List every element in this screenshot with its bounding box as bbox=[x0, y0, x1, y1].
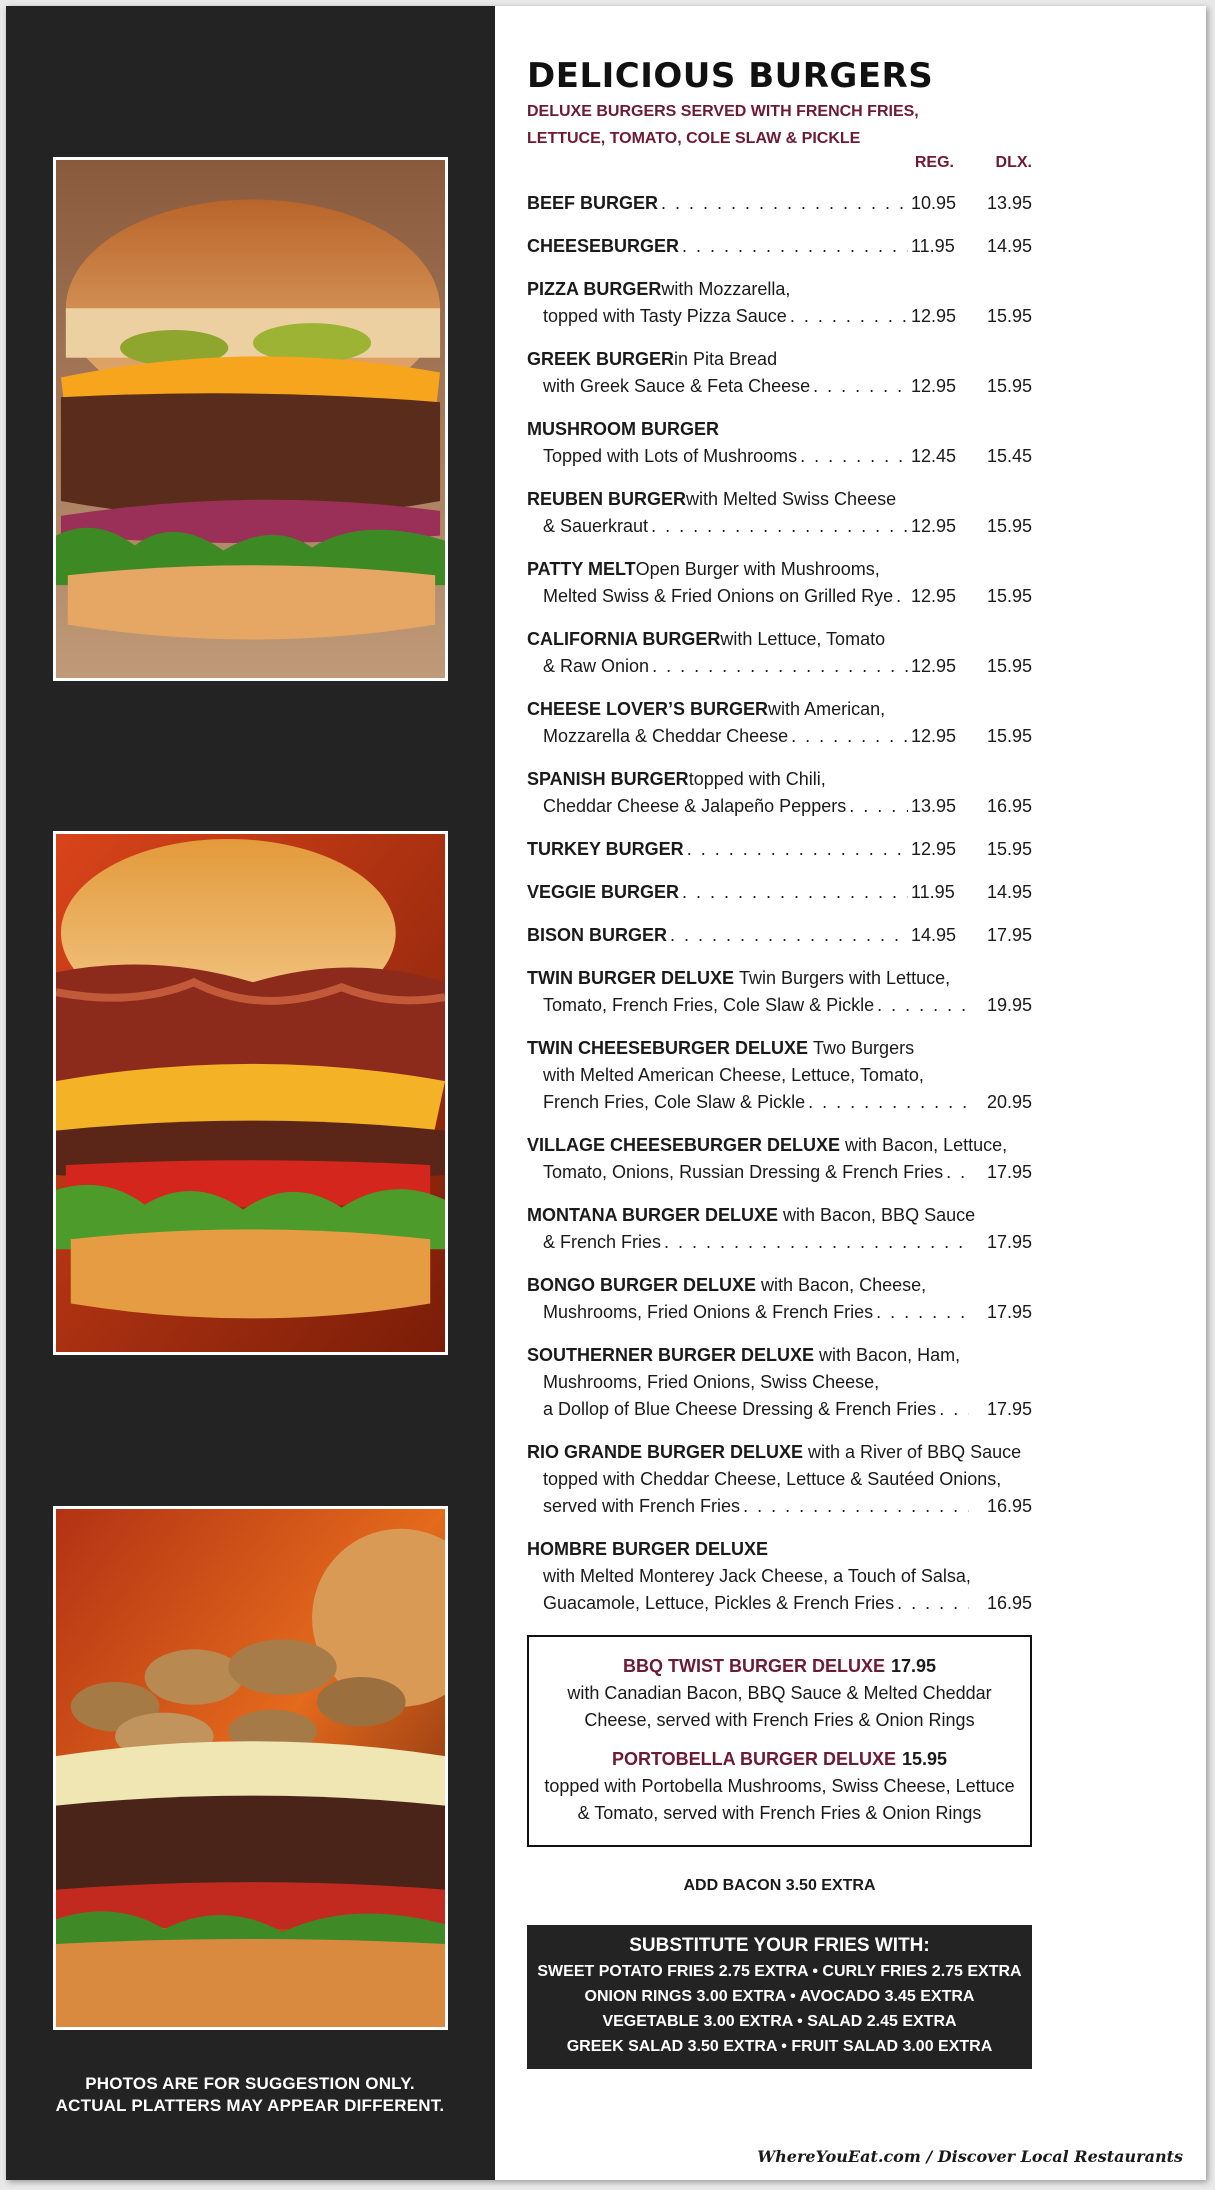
menu-item bbox=[527, 1439, 1032, 1520]
menu-item bbox=[527, 416, 1032, 470]
menu-item-name: REUBEN BURGER bbox=[527, 489, 687, 509]
menu-item-line bbox=[527, 556, 1032, 583]
menu-item-line bbox=[527, 1466, 1032, 1493]
menu-item-desc: with Bacon, Cheese, bbox=[756, 1275, 927, 1295]
menu-item bbox=[527, 696, 1032, 750]
price: 20.95 bbox=[986, 1092, 1032, 1112]
leader-dots bbox=[939, 1396, 969, 1423]
price-regular: 12.95 bbox=[911, 656, 957, 676]
specials-box bbox=[527, 1635, 1032, 1847]
menu-item-name: HOMBRE BURGER DELUXE bbox=[527, 1539, 769, 1559]
price-regular: 12.45 bbox=[911, 446, 957, 466]
menu-item-desc: Guacamole, Lettuce, Pickles & French Fries bbox=[543, 1593, 895, 1613]
menu-item-line bbox=[527, 233, 1032, 260]
col-header-reg: REG. bbox=[914, 154, 954, 171]
menu-item-desc: topped with Cheddar Cheese, Lettuce & Sautéed Onions, bbox=[543, 1469, 1002, 1489]
menu-item-line bbox=[527, 1590, 1032, 1617]
menu-item bbox=[527, 556, 1032, 610]
menu-item-line bbox=[527, 1536, 1032, 1563]
menu-item-line bbox=[527, 1563, 1032, 1590]
leader-dots bbox=[791, 723, 908, 750]
substitute-line: GREEK SALAD 3.50 EXTRA • FRUIT SALAD 3.00 EXTRA bbox=[566, 2038, 993, 2055]
menu-item-desc: with Melted American Cheese, Lettuce, Tomato, bbox=[543, 1065, 924, 1085]
leader-dots bbox=[808, 1089, 969, 1116]
menu-item-line bbox=[527, 1132, 1032, 1159]
special-item bbox=[539, 1653, 1020, 1734]
menu-item bbox=[527, 276, 1032, 330]
section-title: DELICIOUS BURGERS bbox=[527, 56, 934, 96]
menu-item-desc: with Melted Swiss Cheese bbox=[686, 489, 897, 509]
footer-credit: WhereYouEat.com / Discover Local Restaurants bbox=[757, 2147, 1183, 2166]
menu-item-line bbox=[527, 1202, 1032, 1229]
leader-dots bbox=[849, 793, 908, 820]
menu-item-line bbox=[527, 1439, 1032, 1466]
menu-item bbox=[527, 626, 1032, 680]
leader-dots bbox=[813, 373, 908, 400]
leader-dots bbox=[651, 513, 908, 540]
price-regular: 12.95 bbox=[911, 586, 957, 606]
menu-item-line bbox=[527, 1089, 1032, 1116]
leader-dots bbox=[946, 1159, 969, 1186]
menu-item bbox=[527, 1272, 1032, 1326]
menu-item-desc: Mushrooms, Fried Onions & French Fries bbox=[543, 1302, 874, 1322]
menu-item-desc: with Mozzarella, bbox=[661, 279, 791, 299]
menu-item-line bbox=[527, 416, 1032, 443]
price-deluxe: 15.95 bbox=[986, 839, 1032, 859]
menu-item-desc: & Raw Onion bbox=[543, 656, 650, 676]
leader-dots bbox=[664, 1229, 969, 1256]
leader-dots bbox=[790, 303, 908, 330]
menu-item bbox=[527, 190, 1032, 217]
menu-item-line bbox=[527, 653, 1032, 680]
menu-item-line bbox=[527, 696, 1032, 723]
menu-item-line bbox=[527, 793, 1032, 820]
price: 16.95 bbox=[986, 1593, 1032, 1613]
photo-cheeseburger bbox=[53, 157, 448, 681]
menu-item-name: TWIN BURGER DELUXE bbox=[527, 968, 734, 988]
price: 17.95 bbox=[986, 1162, 1032, 1182]
special-price: 17.95 bbox=[890, 1656, 937, 1676]
menu-item-line bbox=[527, 1272, 1032, 1299]
leader-dots bbox=[877, 992, 969, 1019]
disclaimer-line-2: ACTUAL PLATTERS MAY APPEAR DIFFERENT. bbox=[55, 2096, 445, 2115]
special-heading bbox=[539, 1653, 1020, 1680]
subtitle-line-2: LETTUCE, TOMATO, COLE SLAW & PICKLE bbox=[527, 130, 861, 147]
menu-content bbox=[527, 56, 1032, 2069]
menu-item-name: VILLAGE CHEESEBURGER DELUXE bbox=[527, 1135, 841, 1155]
menu-item-line bbox=[527, 1342, 1032, 1369]
menu-item-name: RIO GRANDE BURGER DELUXE bbox=[527, 1442, 804, 1462]
menu-item-desc: with a River of BBQ Sauce bbox=[803, 1442, 1022, 1462]
menu-item bbox=[527, 1202, 1032, 1256]
menu-item-line bbox=[527, 723, 1032, 750]
price-deluxe: 16.95 bbox=[986, 796, 1032, 816]
price-deluxe: 15.95 bbox=[986, 376, 1032, 396]
leader-dots bbox=[682, 233, 908, 260]
menu-item-desc: a Dollop of Blue Cheese Dressing & French Fries bbox=[543, 1399, 937, 1419]
menu-item-desc: Twin Burgers with Lettuce, bbox=[734, 968, 951, 988]
burger-list bbox=[527, 190, 1032, 1617]
menu-item-name: MUSHROOM BURGER bbox=[527, 419, 719, 439]
menu-item-line bbox=[527, 626, 1032, 653]
special-price: 15.95 bbox=[901, 1749, 948, 1769]
menu-item-desc: served with French Fries bbox=[543, 1496, 741, 1516]
substitute-line: SWEET POTATO FRIES 2.75 EXTRA • CURLY FRIES 2.75 EXTRA bbox=[537, 1963, 1022, 1980]
menu-item bbox=[527, 1035, 1032, 1116]
price-deluxe: 17.95 bbox=[986, 925, 1032, 945]
menu-item-line bbox=[527, 583, 1032, 610]
menu-item-line bbox=[527, 1035, 1032, 1062]
price-deluxe: 15.95 bbox=[986, 306, 1032, 326]
menu-item-desc: & Sauerkraut bbox=[543, 516, 649, 536]
price: 16.95 bbox=[986, 1496, 1032, 1516]
menu-item-name: SOUTHERNER BURGER DELUXE bbox=[527, 1345, 815, 1365]
add-bacon-note: ADD BACON 3.50 EXTRA bbox=[683, 1877, 876, 1894]
price-regular: 14.95 bbox=[911, 925, 957, 945]
leader-dots bbox=[670, 922, 908, 949]
menu-item-line bbox=[527, 1493, 1032, 1520]
menu-item bbox=[527, 1132, 1032, 1186]
price-regular: 12.95 bbox=[911, 726, 957, 746]
price-regular: 10.95 bbox=[911, 193, 957, 213]
price: 19.95 bbox=[986, 995, 1032, 1015]
menu-item-name: BONGO BURGER DELUXE bbox=[527, 1275, 757, 1295]
menu-item-line bbox=[527, 513, 1032, 540]
menu-item-name: MONTANA BURGER DELUXE bbox=[527, 1205, 778, 1225]
menu-item-desc: in Pita Bread bbox=[674, 349, 778, 369]
menu-item-desc: Cheddar Cheese & Jalapeño Peppers bbox=[543, 796, 847, 816]
menu-item bbox=[527, 1342, 1032, 1423]
menu-item-name: CHEESE LOVER’S BURGER bbox=[527, 699, 769, 719]
menu-item-desc: with Bacon, Ham, bbox=[814, 1345, 961, 1365]
price: 17.95 bbox=[986, 1399, 1032, 1419]
menu-item-name: TURKEY BURGER bbox=[527, 839, 684, 859]
subtitle-line-1: DELUXE BURGERS SERVED WITH FRENCH FRIES, bbox=[527, 103, 919, 120]
leader-dots bbox=[800, 443, 908, 470]
menu-item bbox=[527, 486, 1032, 540]
menu-item-desc: & French Fries bbox=[543, 1232, 662, 1252]
menu-item-desc: with Lettuce, Tomato bbox=[720, 629, 886, 649]
special-desc: & Tomato, served with French Fries & Onion Rings bbox=[577, 1803, 982, 1823]
leader-dots bbox=[743, 1493, 969, 1520]
menu-item-line bbox=[527, 1229, 1032, 1256]
substitute-line: ONION RINGS 3.00 EXTRA • AVOCADO 3.45 EXTRA bbox=[584, 1988, 975, 2005]
menu-item-line bbox=[527, 443, 1032, 470]
menu-item-name: VEGGIE BURGER bbox=[527, 882, 680, 902]
special-item bbox=[539, 1746, 1020, 1827]
photo-mushroom-burger bbox=[53, 1506, 448, 2030]
photo-bacon-burger bbox=[53, 831, 448, 1355]
menu-item-desc: Melted Swiss & Fried Onions on Grilled Rye bbox=[543, 586, 894, 606]
section-subtitle bbox=[527, 98, 1032, 152]
leader-dots bbox=[687, 836, 908, 863]
menu-item-desc: French Fries, Cole Slaw & Pickle bbox=[543, 1092, 806, 1112]
menu-item-desc: with Greek Sauce & Feta Cheese bbox=[543, 376, 811, 396]
menu-item-line bbox=[527, 965, 1032, 992]
price-deluxe: 15.45 bbox=[986, 446, 1032, 466]
menu-item bbox=[527, 922, 1032, 949]
menu-item-name: TWIN CHEESEBURGER DELUXE bbox=[527, 1038, 809, 1058]
leader-dots bbox=[876, 1299, 969, 1326]
price-regular: 12.95 bbox=[911, 376, 957, 396]
price-regular: 11.95 bbox=[911, 882, 955, 902]
menu-item-desc: Open Burger with Mushrooms, bbox=[635, 559, 880, 579]
menu-item bbox=[527, 1536, 1032, 1617]
special-heading bbox=[539, 1746, 1020, 1773]
price-deluxe: 14.95 bbox=[986, 236, 1032, 256]
menu-item-name: PATTY MELT bbox=[527, 559, 636, 579]
menu-item-line bbox=[527, 276, 1032, 303]
menu-item-desc: Two Burgers bbox=[808, 1038, 915, 1058]
menu-item-desc: Mushrooms, Fried Onions, Swiss Cheese, bbox=[543, 1372, 880, 1392]
price-deluxe: 14.95 bbox=[986, 882, 1032, 902]
substitute-line: VEGETABLE 3.00 EXTRA • SALAD 2.45 EXTRA bbox=[602, 2013, 957, 2030]
menu-item-desc: topped with Tasty Pizza Sauce bbox=[543, 306, 787, 326]
leader-dots bbox=[682, 879, 908, 906]
menu-item bbox=[527, 346, 1032, 400]
menu-item-line bbox=[527, 303, 1032, 330]
menu-item-name: CALIFORNIA BURGER bbox=[527, 629, 721, 649]
price-deluxe: 15.95 bbox=[986, 586, 1032, 606]
menu-item-name: SPANISH BURGER bbox=[527, 769, 689, 789]
menu-item-line bbox=[527, 373, 1032, 400]
photo-disclaimer bbox=[30, 2073, 470, 2117]
menu-item-line bbox=[527, 1396, 1032, 1423]
substitute-fries-box bbox=[527, 1925, 1032, 2069]
menu-item-line bbox=[527, 766, 1032, 793]
menu-item-desc: Mozzarella & Cheddar Cheese bbox=[543, 726, 789, 746]
price-column-headers bbox=[527, 152, 1032, 182]
special-desc: with Canadian Bacon, BBQ Sauce & Melted Cheddar bbox=[567, 1683, 992, 1703]
price-regular: 13.95 bbox=[911, 796, 957, 816]
menu-item bbox=[527, 965, 1032, 1019]
special-name: PORTOBELLA BURGER DELUXE bbox=[611, 1749, 896, 1769]
menu-item bbox=[527, 836, 1032, 863]
menu-item-line bbox=[527, 992, 1032, 1019]
menu-item-desc: Topped with Lots of Mushrooms bbox=[543, 446, 798, 466]
menu-item-name: PIZZA BURGER bbox=[527, 279, 662, 299]
menu-item-name: CHEESEBURGER bbox=[527, 236, 680, 256]
menu-item-desc: with Bacon, Lettuce, bbox=[840, 1135, 1008, 1155]
leader-dots bbox=[661, 190, 908, 217]
menu-item-line bbox=[527, 1369, 1032, 1396]
menu-item-desc: with Melted Monterey Jack Cheese, a Touch of Salsa, bbox=[543, 1566, 971, 1586]
price-regular: 12.95 bbox=[911, 516, 957, 536]
menu-item-desc: Tomato, Onions, Russian Dressing & French Fries bbox=[543, 1162, 944, 1182]
special-desc: topped with Portobella Mushrooms, Swiss Cheese, Lettuce bbox=[544, 1776, 1015, 1796]
menu-item bbox=[527, 879, 1032, 906]
menu-item-desc: with American, bbox=[768, 699, 886, 719]
menu-item bbox=[527, 766, 1032, 820]
price-regular: 11.95 bbox=[911, 236, 955, 256]
menu-item-desc: Tomato, French Fries, Cole Slaw & Pickle bbox=[543, 995, 875, 1015]
price-deluxe: 15.95 bbox=[986, 726, 1032, 746]
menu-item-name: GREEK BURGER bbox=[527, 349, 675, 369]
menu-item-desc: with Bacon, BBQ Sauce bbox=[778, 1205, 976, 1225]
price-deluxe: 15.95 bbox=[986, 656, 1032, 676]
price: 17.95 bbox=[986, 1302, 1032, 1322]
menu-item bbox=[527, 233, 1032, 260]
price-deluxe: 13.95 bbox=[986, 193, 1032, 213]
special-name: BBQ TWIST BURGER DELUXE bbox=[622, 1656, 885, 1676]
col-header-dlx: DLX. bbox=[995, 154, 1032, 171]
substitute-heading: SUBSTITUTE YOUR FRIES WITH: bbox=[629, 1935, 930, 1956]
menu-item-line bbox=[527, 879, 1032, 906]
leader-dots bbox=[897, 1590, 969, 1617]
menu-item-line bbox=[527, 1062, 1032, 1089]
leader-dots bbox=[896, 583, 908, 610]
menu-item-name: BEEF BURGER bbox=[527, 193, 659, 213]
price-regular: 12.95 bbox=[911, 306, 957, 326]
menu-item-desc: topped with Chili, bbox=[688, 769, 826, 789]
menu-item-line bbox=[527, 190, 1032, 217]
menu-item-line bbox=[527, 922, 1032, 949]
leader-dots bbox=[652, 653, 908, 680]
disclaimer-line-1: PHOTOS ARE FOR SUGGESTION ONLY. bbox=[85, 2074, 415, 2093]
menu-item-line bbox=[527, 486, 1032, 513]
menu-item-line bbox=[527, 346, 1032, 373]
price-regular: 12.95 bbox=[911, 839, 957, 859]
price: 17.95 bbox=[986, 1232, 1032, 1252]
menu-item-name: BISON BURGER bbox=[527, 925, 668, 945]
special-desc: Cheese, served with French Fries & Onion Rings bbox=[584, 1710, 975, 1730]
menu-item-line bbox=[527, 836, 1032, 863]
menu-item-line bbox=[527, 1299, 1032, 1326]
price-deluxe: 15.95 bbox=[986, 516, 1032, 536]
menu-item-line bbox=[527, 1159, 1032, 1186]
